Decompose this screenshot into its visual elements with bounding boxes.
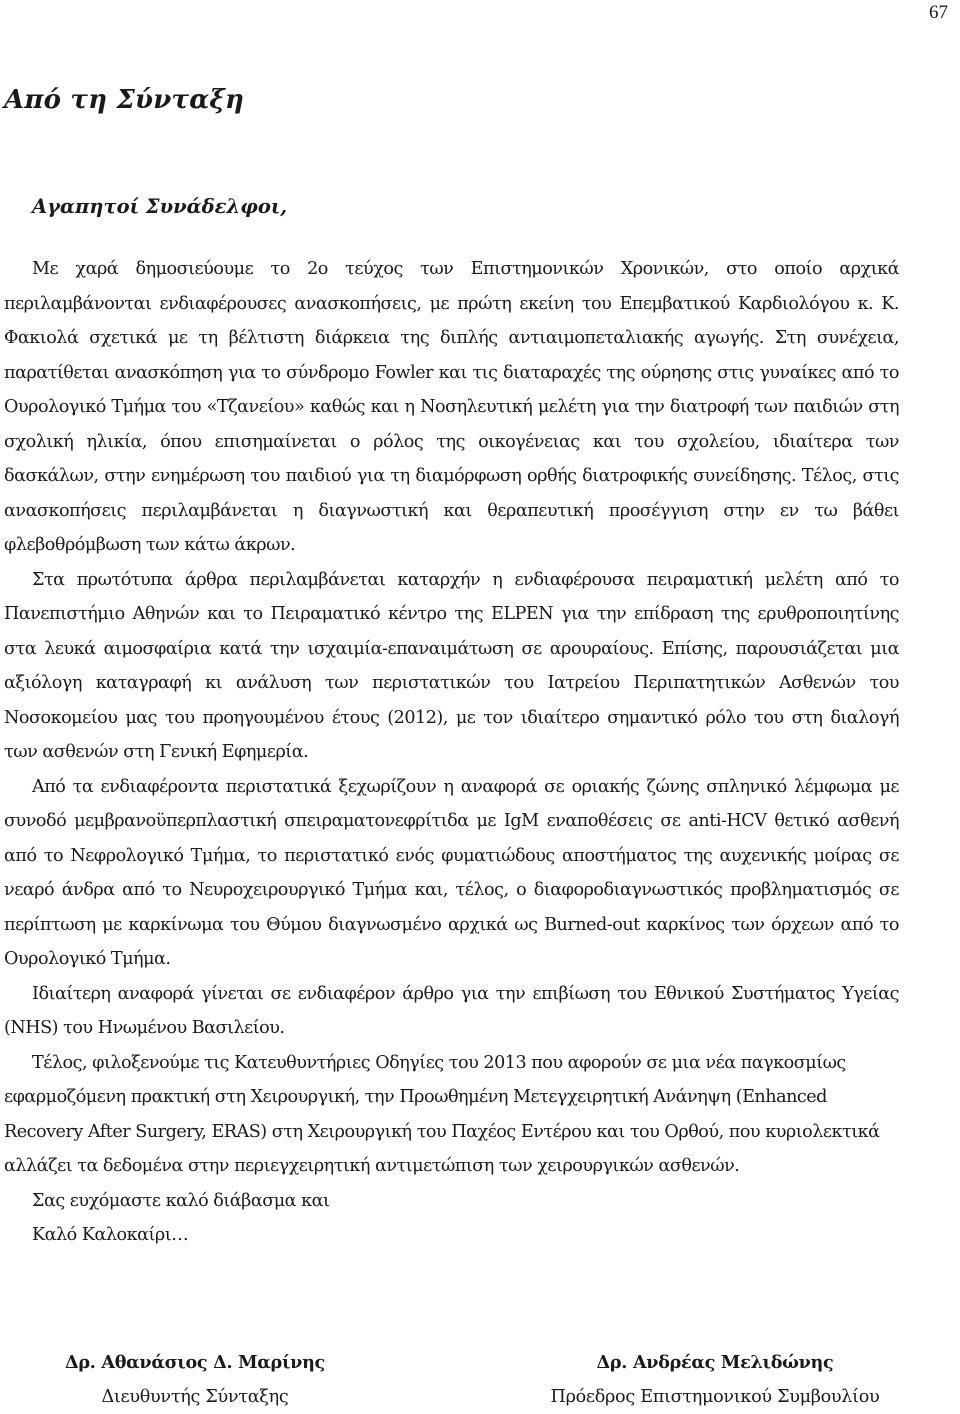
signature-name: Δρ. Αθανάσιος Δ. Μαρίνης — [65, 1352, 325, 1373]
page-title: Από τη Σύνταξη — [4, 85, 245, 115]
page-number: 67 — [929, 2, 948, 23]
paragraph-case-reports: Από τα ενδιαφέροντα περιστατικά ξεχωρίζουν η αναφορά σε οριακής ζώνης σπληνικό λέμφωμα με συνοδό μεμβρανοϋπερπλαστική σπειραματονεφρίτιδα με IgM εναποθέσεις σε anti-HCV θετικό ασθενή από το Νεφρολογικό Τμήμα, το περιστατικό ενός φυματιώδους αποστήματος της αυχενικής μοίρας σε νεαρό άνδρα από το Νευροχειρουργικό Τμήμα και, τέλος, ο διαφοροδιαγνωστικός προβληματισμός σε περίπτωση με καρκίνωμα του Θύμου διαγνωσμένο αρχικά ως Burned-out καρκίνος των όρχεων από το Ουρολογικό Τμήμα. — [4, 776, 899, 969]
signature-name: Δρ. Ανδρέας Μελιδώνης — [596, 1352, 834, 1373]
closing-line: Σας ευχόμαστε καλό διάβασμα και — [32, 1190, 330, 1211]
signature-role: Διευθυντής Σύνταξης — [101, 1387, 289, 1407]
paragraph-original-articles: Στα πρωτότυπα άρθρα περιλαμβάνεται καταρχήν η ενδιαφέρουσα πειραματική μελέτη από το Πανεπιστήμιο Αθηνών και το Πειραματικό κέντρο της ELPEN για την επίδραση της ερυθροποιητίνης στα λευκά αιμοσφαίρια κατά την ισχαιμία-επαναιμάτωση σε αρουραίους. Επίσης, παρουσιάζεται μια αξιόλογη καταγραφή κι ανάλυση των περιστατικών του Ιατρείου Περιπατητικών Ασθενών του Νοσοκομείου μας του προηγουμένου έτους (2012), με τον ιδιαίτερο σημαντικό ρόλο του στη διαλογή των ασθενών στη Γενική Εφημερία. — [4, 569, 899, 762]
signature-editor — [45, 1346, 345, 1414]
paragraph-guidelines: Τέλος, φιλοξενούμε τις Κατευθυντήριες Οδηγίες του 2013 που αφορούν σε μια νέα παγκοσμίως εφαρμοζόμενη πρακτική στη Χειρουργική, την Προωθημένη Μετεγχειρητική Ανάνηψη (Enhanced Recovery After Surgery, ERAS) στη Χειρουργική του Παχέος Εντέρου και του Ορθού, που κυριολεκτικά αλλάζει τα δεδομένα στην περιεγχειρητική αντιμετώπιση των χειρουργικών ασθενών. — [4, 1052, 880, 1176]
closing-wish: Καλό Καλοκαίρι… — [32, 1225, 189, 1245]
signature-board-president — [520, 1346, 910, 1414]
paragraph-reviews: Με χαρά δημοσιεύουμε το 2ο τεύχος των Επιστημονικών Χρονικών, στο οποίο αρχικά περιλαμβάνονται ενδιαφέρουσες ανασκοπήσεις, με πρώτη εκείνη του Επεμβατικού Καρδιολόγου κ. Κ. Φακιολά σχετικά με τη βέλτιστη διάρκεια της διπλής αντιαιμοπεταλιακής αγωγής. Στη συνέχεια, παρατίθεται ανασκόπηση για το σύνδρομο Fowler και τις διαταραχές της ούρησης στις γυναίκες από το Ουρολογικό Τμήμα του «Τζανείου» καθώς και η Νοσηλευτική μελέτη για την διατροφή των παιδιών στη σχολική ηλικία, όπου επισημαίνεται ο ρόλος της οικογένειας και του σχολείου, ιδιαίτερα των δασκάλων, στην ενημέρωση του παιδιού για τη διαμόρφωση ορθής διατροφικής συνείδησης. Τέλος, στις ανασκοπήσεις περιλαμβάνεται η διαγνωστική και θεραπευτική προσέγγιση στην εν τω βάθει φλεβοθρόμβωση των κάτω άκρων. — [4, 259, 899, 555]
signature-role: Πρόεδρος Επιστημονικού Συμβουλίου — [550, 1387, 880, 1407]
greeting: Αγαπητοί Συνάδελφοι, — [32, 195, 288, 218]
paragraph-nhs: Ιδιαίτερη αναφορά γίνεται σε ενδιαφέρον άρθρο για την επιβίωση του Εθνικού Συστήματος Υγείας (NHS) του Ηνωμένου Βασιλείου. — [4, 983, 899, 1038]
editorial-body — [4, 252, 899, 1253]
